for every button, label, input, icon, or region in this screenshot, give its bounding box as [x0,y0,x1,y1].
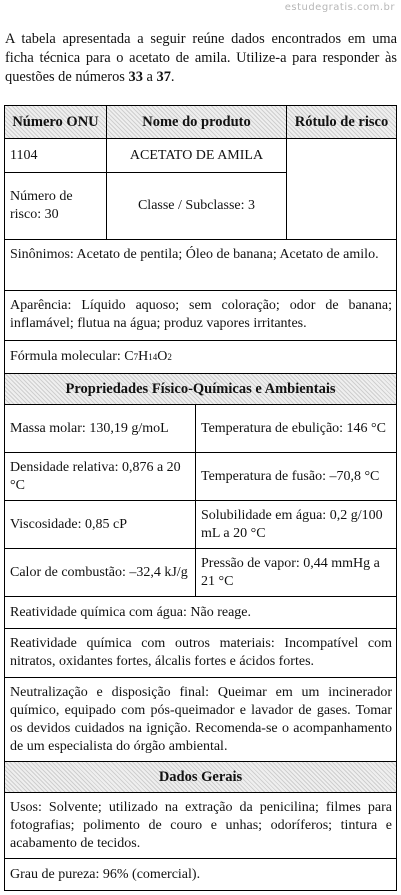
molar-boiling-row [5,405,396,453]
header-row [5,106,396,139]
combustion-heat: Calor de combustão: –32,4 kJ/g [10,564,188,580]
question-end: 37 [156,69,171,85]
boiling-temperature: Temperatura de ebulição: 146 °C [195,405,396,452]
melting-temperature: Temperatura de fusão: –70,8 °C [195,453,396,500]
product-name: ACETATO DE AMILA [106,139,286,172]
formula-cell [5,341,396,373]
intro-paragraph [5,30,397,87]
chemical-data-sheet [4,105,397,891]
relative-density: Densidade relativa: 0,876 a 20 °C [10,459,181,493]
synonyms-row [5,240,396,291]
uses-row [5,793,396,859]
viscosity-solubility-row [5,501,396,549]
reactivity-other-row [5,629,396,678]
onu-number: 1104 [10,147,38,163]
intro-conj: a [146,69,153,85]
product-row-bottom [5,173,286,239]
synonyms-text: Sinônimos: Acetato de pentila; Óleo de banana; Acetato de amilo. [10,247,379,262]
section-properties-title: Propriedades Físico-Químicas e Ambientais [65,381,336,397]
viscosity: Viscosidade: 0,85 cP [10,516,127,532]
header-product: Nome do produto [106,106,286,138]
class-subclass: Classe / Subclasse: 3 [106,173,286,239]
water-solubility: Solubilidade em água: 0,2 g/100 mL a 20 °C [195,501,396,548]
header-risk-label: Rótulo de risco [286,106,396,138]
vapor-pressure: Pressão de vapor: 0,44 mmHg a 21 °C [195,549,396,596]
formula-o-count: 2 [167,352,172,362]
purity-text: Grau de pureza: 96% (comercial). [10,866,201,882]
appearance-row [5,291,396,341]
product-block [5,139,396,240]
question-start: 33 [128,69,143,85]
section-properties-row [5,374,396,405]
reactivity-water-row [5,597,396,629]
formula-c-count: 7 [133,352,139,362]
section-general-row [5,762,396,793]
formula-o-label: O [157,349,168,364]
combustion-vapor-row [5,549,396,597]
risk-number: Número de risco: 30 [10,189,73,222]
intro-text: A tabela apresentada a seguir reúne dados encontrados em uma ficha técnica para o acetato de amila. Utilize-a para responder às questões de números [5,31,397,85]
watermark-text: estudegratis.com.br [284,2,395,13]
molar-mass: Massa molar: 130,19 g/moL [10,420,169,436]
uses-text: Usos: Solvente; utilizado na extração da penicilina; filmes para fotografias; polimento de couro e unhas; odoríferos; tintura e acabamento de tecidos. [10,800,392,851]
intro-end: . [170,69,175,85]
reactivity-water: Reatividade química com água: Não reage. [10,604,252,620]
formula-row [5,341,396,374]
appearance-text: Aparência: Líquido aquoso; sem coloração; odor de banana; inflamável; flutua na água; produz vapores irritantes. [10,298,392,331]
risk-label-cell [286,139,396,239]
product-row-top [5,139,286,173]
reactivity-other: Reatividade química com outros materiais: Incompatível com nitratos, oxidantes fortes, álcalis fortes e ácidos fortes. [10,636,392,669]
neutralization-row [5,678,396,762]
section-general-title: Dados Gerais [158,769,243,785]
neutralization-text: Neutralização e disposição final: Queimar em um incinerador químico, equipado com pós-queimador e lavador de gases. Tomar os devidos cuidados na ignição. Recomenda-se o acompanhamento de um especialista do órgão ambiental. [10,685,392,754]
formula-h-count: 14 [148,352,158,362]
formula-label: Fórmula molecular: C [10,349,134,364]
purity-row [5,859,396,890]
header-onu: Número ONU [5,106,106,138]
formula-h-label: H [138,349,149,364]
density-melting-row [5,453,396,501]
